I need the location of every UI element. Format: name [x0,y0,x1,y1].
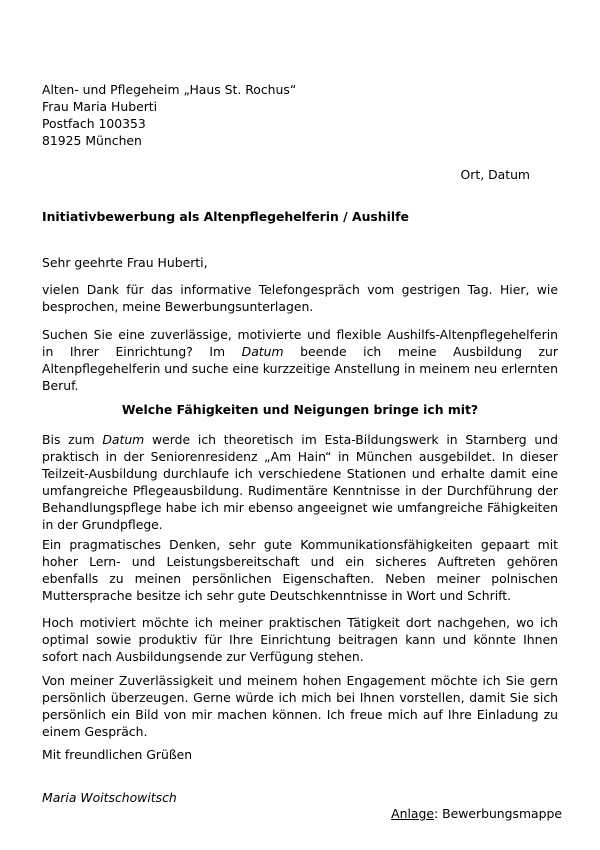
salutation: Sehr geehrte Frau Huberti, [42,255,208,270]
emphasis-text: Datum [102,432,145,447]
enclosure-label: Anlage [391,806,434,821]
recipient-line: Alten- und Pflegeheim „Haus St. Rochus“ [42,82,297,97]
paragraph-motivation: Hoch motiviert möchte ich meiner praktischen Tätigkeit dort nachgehen, wo ich optimal sowie produktiv für Ihre Einrichtung beitragen kann und könnte Ihnen sofort nach Ausbildungsende zur Verfügung stehen. [42,615,558,664]
subject-line: Initiativbewerbung als Altenpflegehelferin / Aushilfe [42,209,409,224]
paragraph-training [42,431,558,533]
paragraph-text: beende ich meine Ausbildung zur Altenpflegehelferin und suche eine kurzzeitige Anstellung in meinem neu erlernten Beruf. [42,344,558,393]
enclosure-value: Bewerbungsmappe [442,806,562,821]
recipient-line: Postfach 100353 [42,116,146,131]
recipient-address [42,81,296,149]
paragraph-invitation: Von meiner Zuverlässigkeit und meinem hohen Engagement möchte ich Sie gern persönlich überzeugen. Gerne würde ich mich bei Ihnen vorstellen, damit Sie sich persönlich ein Bild von mir machen können. Ich freue mich auf Ihre Einladung zu einem Gespräch. [42,673,558,739]
paragraph-skills: Ein pragmatisches Denken, sehr gute Kommunikationsfähigkeiten gepaart mit hoher Lern- und Leistungsbereitschaft und ein sicheres Auftreten gehören ebenfalls zu meinen persönlichen Eigenschaften. Neben meiner polnischen Muttersprache besitze ich sehr gute Deutschkenntnisse in Wort und Schrift. [42,537,558,603]
paragraph-text: werde ich theoretisch im Esta-Bildungswerk in Starnberg und praktisch in der Seniorenresidenz „Am Hain“ in München ausgebildet. In dieser Teilzeit-Ausbildung durchlaufe ich verschiedene Stationen und erhalte damit eine umfangreiche Pflegeausbildung. Rudimentäre Kenntnisse in der Durchführung der Behandlungspflege habe ich mir ebenso angeeignet wie umfangreiche Fähigkeiten in der Grundpflege. [42,432,558,532]
paragraph-thanks: vielen Dank für das informative Telefongespräch vom gestrigen Tag. Hier, wie besprochen, meine Bewerbungsunterlagen. [42,282,558,314]
paragraph-text: Bis zum [42,432,103,447]
paragraph-text: Suchen Sie eine zuverlässige, motivierte und flexible Aushilfs-Altenpflegehelferin in Ihrer Einrichtung? Im [42,327,558,359]
emphasis-text: Datum [241,344,284,359]
section-heading: Welche Fähigkeiten und Neigungen bringe ich mit? [121,402,479,417]
paragraph-intro [42,326,558,394]
recipient-line: 81925 München [42,133,142,148]
enclosure-note [391,806,562,821]
signature: Maria Woitschowitsch [42,790,177,805]
enclosure-separator: : [433,806,443,821]
closing-phrase: Mit freundlichen Grüßen [42,747,193,762]
date-line: Ort, Datum [460,167,530,182]
recipient-line: Frau Maria Huberti [42,99,158,114]
